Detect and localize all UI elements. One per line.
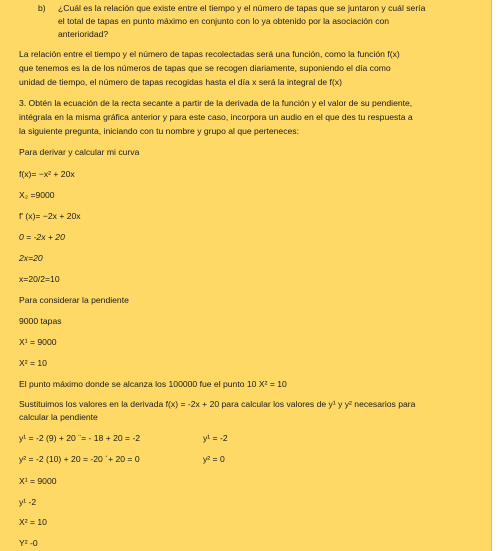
slope-line: X² = 10	[19, 358, 47, 368]
derive-heading: Para derivar y calcular mi curva	[19, 147, 140, 157]
equation-left: y¹ = -2 (9) + 20 ¨= - 18 + 20 = -2	[19, 433, 141, 443]
step-derivative: f' (x)= −2x + 20x	[19, 211, 81, 221]
equation-right: y¹ = -2	[203, 433, 228, 443]
tail-line: y¹ -2	[19, 497, 37, 507]
tail-line: X² = 10	[19, 517, 47, 527]
slope-line: X¹ = 9000	[19, 337, 57, 347]
equation-right: y² = 0	[203, 454, 225, 464]
substitute-line: Sustituimos los valores en la derivada f(x) = -2x + 20 para calcular los valores de y¹ y y² necesarios para	[19, 399, 416, 409]
step-x2: X₂ =9000	[19, 190, 55, 200]
step-2x: 2x=20	[19, 253, 43, 263]
step-zero: 0 = -2x + 20	[19, 232, 65, 242]
question-b-line: ¿Cuál es la relación que existe entre el tiempo y el número de tapas que se juntaron y cuál sería	[58, 3, 426, 13]
relation-paragraph-line: La relación entre el tiempo y el número de tapas recolectadas será una función, como la función f(x)	[19, 49, 400, 59]
relation-paragraph-line: que tenemos es la de los números de tapas que se recogen diariamente, suponiendo el día como	[19, 63, 391, 73]
question-b-marker: b)	[38, 3, 46, 13]
question-3-line: 3. Obtén la ecuación de la recta secante a partir de la derivada de la función y el valor de su pendiente,	[19, 98, 413, 108]
equation-left: y² = -2 (10) + 20 = -20 ´+ 20 = 0	[19, 454, 140, 464]
substitute-line: calcular la pendiente	[19, 412, 98, 422]
tail-line: Y² -0	[19, 538, 38, 548]
question-3-line: la siguiente pregunta, iniciando con tu nombre y grupo al que perteneces:	[19, 126, 299, 136]
max-point-text: El punto máximo donde se alcanza los 100000 fue el punto 10 X² = 10	[19, 379, 287, 389]
slope-line: 9000 tapas	[19, 316, 62, 326]
tail-line: X¹ = 9000	[19, 476, 57, 486]
step-function: f(x)= −x² + 20x	[19, 169, 75, 179]
relation-paragraph-line: unidad de tiempo, el número de tapas recogidas hasta el día x será la integral de f(x)	[19, 77, 342, 87]
slope-heading: Para considerar la pendiente	[19, 295, 129, 305]
question-3-line: intégrala en la misma gráfica anterior y para este caso, incorpora un audio en el que des tu respuesta a	[19, 112, 413, 122]
question-b-line: el total de tapas en punto máximo en conjunto con lo ya obtenido por la asociación con	[58, 16, 390, 26]
question-b-line: anterioridad?	[58, 29, 109, 39]
step-x-value: x=20/2=10	[19, 274, 60, 284]
